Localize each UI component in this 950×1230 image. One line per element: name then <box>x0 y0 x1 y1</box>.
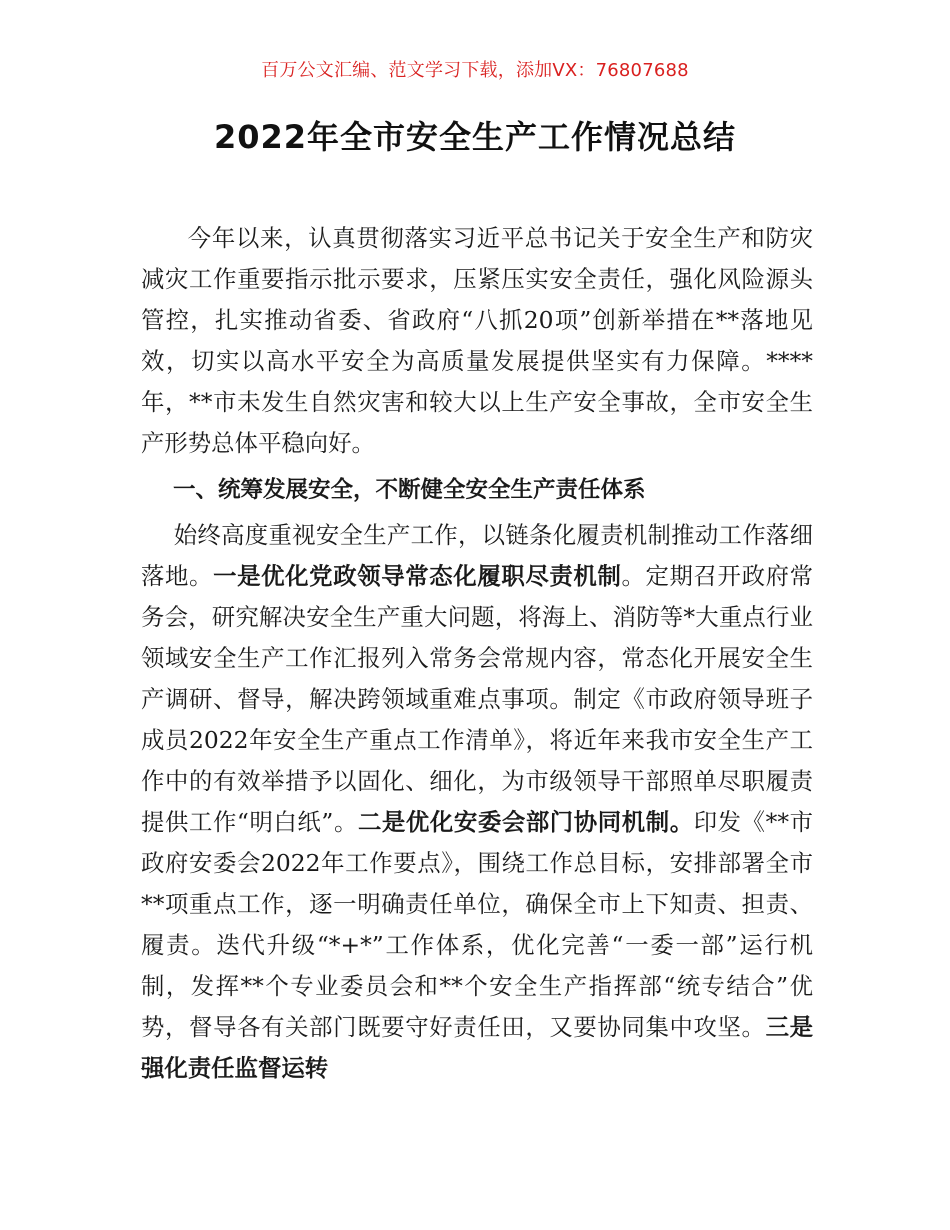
document-body <box>141 218 813 1089</box>
document-title: 2022年全市安全生产工作情况总结 <box>213 118 737 156</box>
point-text-1: 。定期召开政府常务会，研究解决安全生产重大问题，将海上、消防等*大重点行业领域安全生产工作汇报列入常务会常规内容，常态化开展安全生产调研、督导，解决跨领域重难点事项。制定《市政府领导班子成员2022年安全生产重点工作清单》，将近年来我市安全生产工作中的有效举措予以固化、细化，为市级领导干部照单尽职履责提供工作“明白纸”。 <box>141 562 814 836</box>
watermark-text: 百万公文汇编、范文学习下载，添加VX：76807688 <box>261 60 689 81</box>
section-heading: 一、统筹发展安全，不断健全安全生产责任体系 <box>173 477 646 503</box>
point-text-2: 印发《**市政府安委会2022年工作要点》，围绕工作总目标，安排部署全市**项重点工作，逐一明确责任单位，确保全市上下知责、担责、履责。迭代升级“*+*”工作体系，优化完善“一委一部”运行机制，发挥**个专业委员会和**个安全生产指挥部“统专结合”优势，督导各有关部门既要守好责任田，又要协同集中攻坚。 <box>141 808 814 1041</box>
intro-paragraph: 今年以来，认真贯彻落实习近平总书记关于安全生产和防灾减灾工作重要指示批示要求，压紧压实安全责任，强化风险源头管控，扎实推动省委、省政府“八抓20项”创新举措在**落地见效，切实以高水平安全为高质量发展提供坚实有力保障。****年，**市未发生自然灾害和较大以上生产安全事故，全市安全生产形势总体平稳向好。 <box>141 224 813 457</box>
point-title-2: 二是优化安委会部门协同机制。 <box>357 808 694 836</box>
paragraph-lead-text: 始终高度重视安全生产工作，以链条化履责机制推动工作落细落地。 <box>141 521 813 590</box>
point-title-1: 一是优化党政领导常态化履职尽责机制 <box>213 562 622 590</box>
section-paragraph <box>141 515 813 1089</box>
point-title-3: 三是强化责任监督运转 <box>141 1013 814 1082</box>
